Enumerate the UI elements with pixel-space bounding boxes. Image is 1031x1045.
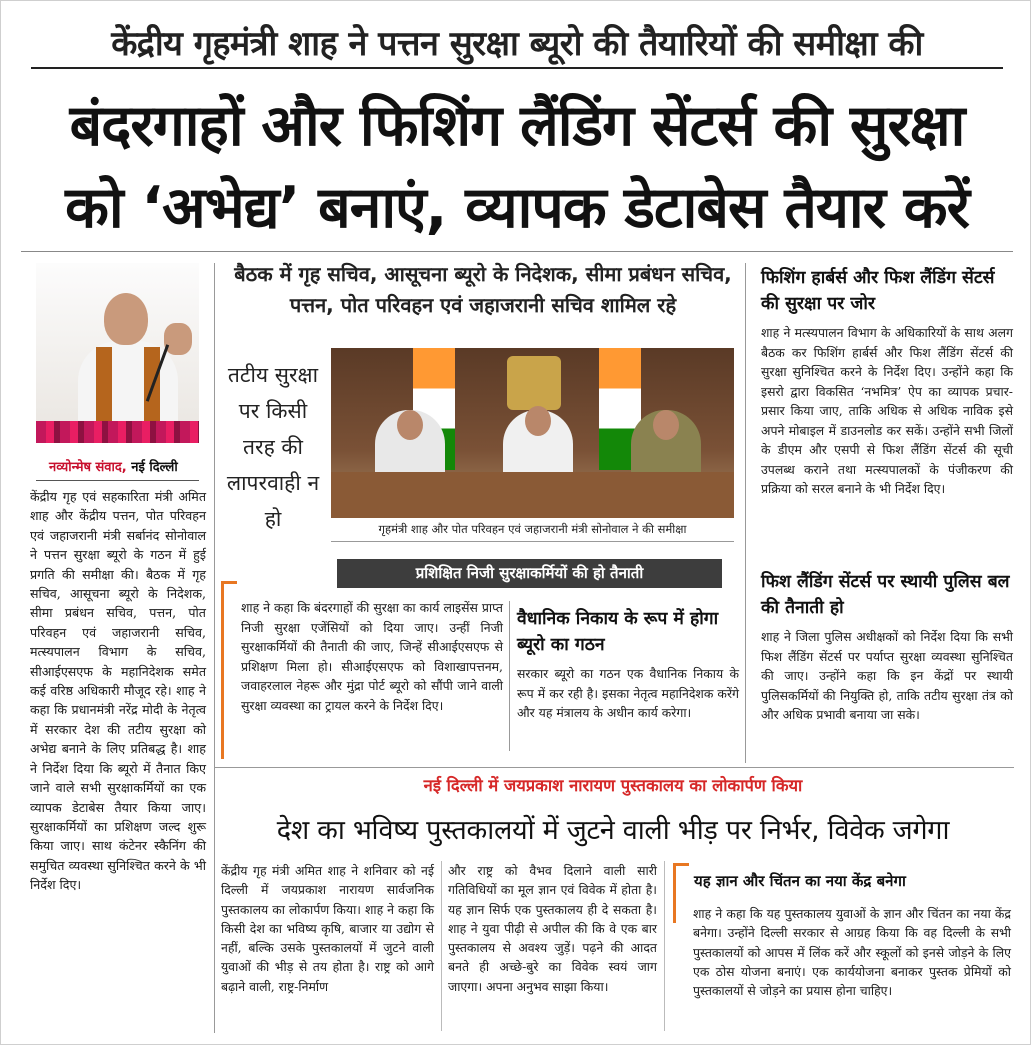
photo-person-right-head (653, 410, 679, 440)
byline-place: नई दिल्ली (126, 460, 178, 475)
photo-scarf-left (96, 347, 112, 431)
library-headline: देश का भविष्य पुस्तकालयों में जुटने वाली भीड़ पर निर्भर, विवेक जगेगा (276, 815, 950, 846)
story-kicker: केंद्रीय गृहमंत्री शाह ने पत्तन सुरक्षा ब्यूरो की तैयारियों की समीक्षा की (111, 24, 923, 64)
police-body-text: शाह ने जिला पुलिस अधीक्षकों को निर्देश दिया कि सभी फिश लैंडिंग सेंटर्स पर पर्याप्त सुरक्षा व्यवस्था सुनिश्चित की जाए। उन्होंने कहा कि इन केंद्रों पर स्थायी पुलिसकर्मियों की नियुक्ति हो, ताकि तटीय सुरक्षा तंत्र को और अधिक प्रभावी बनाया जा सके। (761, 629, 1013, 722)
column-divider (664, 861, 665, 1031)
fishing-harbour-heading: फिशिंग हार्बर्स और फिश लैंडिंग सेंटर्स की सुरक्षा पर जोर (761, 268, 995, 314)
caption-divider (331, 541, 734, 542)
byline-agency: नव्योन्मेष संवाद, (49, 460, 127, 475)
bureau-body-text: सरकार ब्यूरो का गठन एक वैधानिक निकाय के रूप में कर रही है। इसका नेतृत्व महानिदेशक करेंगे और यह मंत्रालय के अधीन कार्य करेगा। (517, 666, 739, 720)
main-headline (21, 85, 1013, 249)
library-body-col-2: और राष्ट्र को वैभव दिलाने वाली सारी गतिविधियों का मूल ज्ञान एवं विवेक में होता है। यह ज्ञान सिर्फ एक पुस्तकालय ही दे सकता है। शाह ने युवा पीढ़ी से अपील की कि वे एक बार पुस्तकालय से अवश्य जुड़ें। पढ़ने की आदत बनते ही अच्छे-बुरे का विवेक स्वयं जाग जाएगा। अपना अनुभव साझा किया। (448, 863, 657, 994)
speaker-photo (36, 263, 199, 443)
police-heading: फिश लैंडिंग सेंटर्स पर स्थायी पुलिस बल की तैनाती हो (761, 572, 1010, 618)
divider (21, 251, 1013, 252)
section-banner: प्रशिक्षित निजी सुरक्षाकर्मियों की हो तैनाती (337, 559, 722, 588)
divider (214, 767, 1014, 768)
meeting-photo (331, 348, 734, 518)
library-body-col-3: शाह ने कहा कि यह पुस्तकालय युवाओं के ज्ञान और चिंतन का नया केंद्र बनेगा। उन्होंने दिल्ली सरकार से आग्रह किया कि वह दिल्ली के सभी पुस्तकालयों को आपस में लिंक करें और स्कूलों को इनसे जोड़ने के लिए एक ठोस योजना बनाएं। एक कार्ययोजना बनाकर पुस्तक प्रेमियों को पुस्तकालयों से जोड़ने का प्रयास होना चाहिए। (693, 906, 1011, 999)
column-divider (509, 601, 510, 751)
photo-person-left-head (397, 410, 423, 440)
library-subheading: यह ज्ञान और चिंतन का नया केंद्र बनेगा (694, 872, 906, 890)
headline-line-2: को ‘अभेद्य’ बनाएं, व्यापक डेटाबेस तैयार करें (65, 175, 969, 241)
library-kicker: नई दिल्ली में जयप्रकाश नारायण पुस्तकालय का लोकार्पण किया (423, 776, 803, 795)
left-body-text: केंद्रीय गृह एवं सहकारिता मंत्री अमित शाह और केंद्रीय पत्तन, पोत परिवहन एवं जहाजरानी मंत्री सर्बानंद सोनोवाल ने पत्तन सुरक्षा ब्यूरो के गठन में हुई प्रगति की समीक्षा की। बैठक में गृह सचिव, आसूचना ब्यूरो के निदेशक, सीमा प्रबंधन सचिव, पत्तन, पोत परिवहन एवं जहाजरानी सचिव, मत्स्यपालन विभाग के सचिव, सीआईएसएफ के महानिदेशक समेत कई वरिष्ठ अधिकारी मौजूद रहे। शाह ने कहा कि प्रधानमंत्री नरेंद्र मोदी के नेतृत्व में सरकार देश की तटीय सुरक्षा को अभेद्य बनाने के लिए प्रतिबद्ध है। शाह ने निर्देश दिया कि ब्यूरो में तैनात किए जाने वाले सभी सुरक्षाकर्मियों का एक व्यापक डेटाबेस तैयार किया जाए। सुरक्षाकर्मियों का प्रशिक्षण जल्द शुरू किया जाए। साथ कंटेनर स्कैनिंग की समुचित व्यवस्था सुनिश्चित करने के भी निर्देश दिए। (30, 489, 206, 893)
fishing-harbour-body-text: शाह ने मत्स्यपालन विभाग के अधिकारियों के साथ अलग बैठक कर फिशिंग हार्बर्स और फिश लैंडिंग सेंटर्स की सुरक्षा सुनिश्चित करने के निर्देश दिए। उन्होंने कहा कि इसरो द्वारा विकसित ‘नभमित्र’ ऐप का व्यापक प्रचार-प्रसार किया जाए, ताकि अधिक से अधिक नाविक इसे अपने मोबाइल में डाउनलोड कर सकें। उन्होंने सभी जिलों के डीएम और एसपी से फिश लैंडिंग सेंटर्स की सूची उपलब्ध कराने तथा मत्स्यपालकों के पंजीकरण की प्रक्रिया को सरल बनाने के भी निर्देश दिए। (761, 325, 1013, 496)
library-body-col-1: केंद्रीय गृह मंत्री अमित शाह ने शनिवार को नई दिल्ली में जयप्रकाश नारायण सार्वजनिक पुस्तकालय का लोकार्पण किया। शाह ने कहा कि किसी देश का भविष्य कृषि, बाजार या उद्योग से नहीं, बल्कि उसके पुस्तकालयों में जुटने वाली युवाओं की भीड़ से तय होता है। राष्ट्र को आगे बढ़ाने वाली, राष्ट्र-निर्माण (221, 863, 434, 994)
column-divider (745, 263, 746, 763)
accent-bracket (673, 863, 689, 923)
column-divider (441, 861, 442, 1031)
photo-caption: गृहमंत्री शाह और पोत परिवहन एवं जहाजरानी मंत्री सोनोवाल ने की समीक्षा (378, 522, 687, 536)
photo-table (331, 472, 734, 518)
photo-person-center-head (525, 406, 551, 436)
column-divider (214, 263, 215, 1033)
emblem-icon (507, 356, 561, 410)
kicker-underline (31, 67, 1003, 69)
photo-figure-hand (164, 323, 192, 355)
headline-line-1: बंदरगाहों और फिशिंग लैंडिंग सेंटर्स की सुरक्षा (69, 93, 965, 159)
photo-figure-head (104, 293, 148, 345)
middle-body-text: शाह ने कहा कि बंदरगाहों की सुरक्षा का कार्य लाइसेंस प्राप्त निजी सुरक्षा एजेंसियों को दिया जाए। उन्हीं निजी सुरक्षाकर्मियों की तैनाती की जाए, जिन्हें सीआईएसएफ से प्रशिक्षण मिला हो। सीआईएसएफ को विशाखापत्तनम, जवाहरलाल नेहरू और मुंद्रा पोर्ट ब्यूरो को सौंपी जाने वाली सुरक्षा व्यवस्था का ट्रायल करने के निर्देश दिए। (241, 600, 503, 713)
pull-quote: तटीय सुरक्षा पर किसी तरह की लापरवाही न हो (226, 363, 320, 531)
subheadline: बैठक में गृह सचिव, आसूचना ब्यूरो के निदेशक, सीमा प्रबंधन सचिव, पत्तन, पोत परिवहन एवं जहाजरानी सचिव शामिल रहे (234, 262, 732, 317)
photo-flowers (36, 421, 199, 443)
bureau-heading: वैधानिक निकाय के रूप में होगा ब्यूरो का गठन (517, 609, 719, 655)
byline (49, 457, 178, 475)
byline-divider (36, 480, 199, 481)
accent-bracket (221, 581, 237, 759)
